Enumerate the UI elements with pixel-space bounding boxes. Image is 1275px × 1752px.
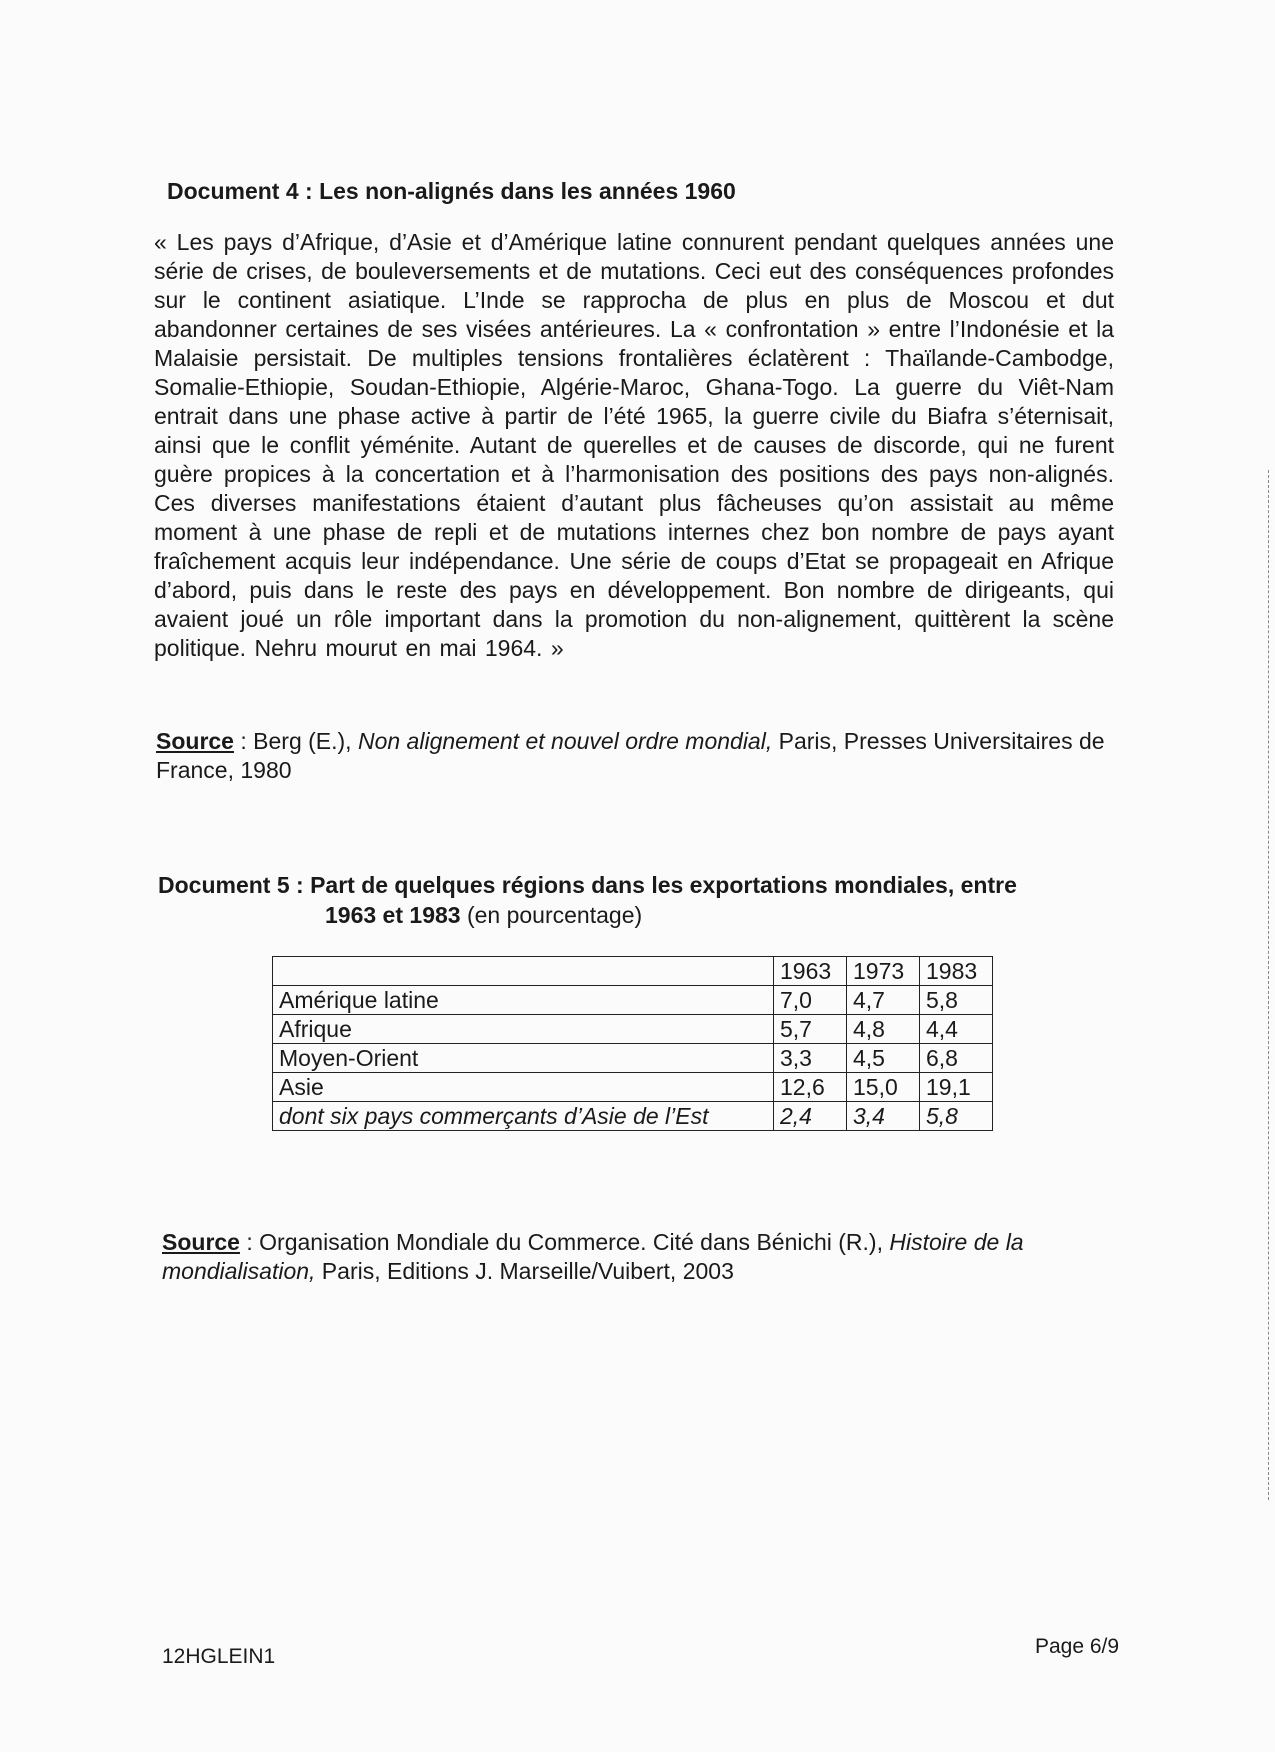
table-cell: dont six pays commerçants d’Asie de l’Est bbox=[273, 1102, 774, 1131]
source-prefix: : Berg (E.), bbox=[233, 728, 358, 754]
table-cell: Afrique bbox=[273, 1015, 774, 1044]
table-row bbox=[273, 986, 993, 1015]
scan-margin-line bbox=[1268, 470, 1269, 1500]
document4-quote: « Les pays d’Afrique, d’Asie et d’Amérique latine connurent pendant quelques années une série de crises, de bouleversements et de mutations. Ceci eut des conséquences profondes sur le continent asiatique. L’Inde se rapprocha de plus en plus de Moscou et dut abandonner certaines de ses visées antérieures. La « confrontation » entre l’Indonésie et la Malaisie persistait. De multiples tensions frontalières éclatèrent : Thaïlande-Cambodge, Somalie-Ethiopie, Soudan-Ethiopie, Algérie-Maroc, Ghana-Togo. La guerre du Viêt-Nam entrait dans une phase active à partir de l’été 1965, la guerre civile du Biafra s’éternisait, ainsi que le conflit yéménite. Autant de querelles et de causes de discorde, qui ne furent guère propices à la concertation et à l’harmonisation des positions des pays non-alignés. Ces diverses manifestations étaient d’autant plus fâcheuses qu’on assistait au même moment à une phase de repli et de mutations internes chez bon nombre de pays ayant fraîchement acquis leur indépendance. Une série de coups d’Etat se propageait en Afrique d’abord, puis dans le reste des pays en développement. Bon nombre de dirigeants, qui avaient joué un rôle important dans la promotion du non-alignement, quittèrent la scène politique. Nehru mourut en mai 1964. » bbox=[154, 229, 1114, 661]
table-cell: 5,7 bbox=[774, 1015, 847, 1044]
table-cell: 6,8 bbox=[920, 1044, 993, 1073]
table-cell: Moyen-Orient bbox=[273, 1044, 774, 1073]
source-title: Non alignement et nouvel ordre mondial, bbox=[357, 728, 773, 754]
source-prefix: : Organisation Mondiale du Commerce. Cité dans Bénichi (R.), bbox=[239, 1229, 890, 1255]
document5-heading bbox=[158, 870, 1128, 930]
document4-heading: Document 4 : Les non-alignés dans les années 1960 bbox=[167, 178, 736, 204]
table-cell: 7,0 bbox=[774, 986, 847, 1015]
table-cell: 3,4 bbox=[847, 1102, 920, 1131]
table-cell: 2,4 bbox=[774, 1102, 847, 1131]
source-label: Source bbox=[156, 728, 234, 754]
exports-table bbox=[272, 956, 993, 1131]
table-cell: 4,5 bbox=[847, 1044, 920, 1073]
document5-heading-line1: Document 5 : Part de quelques régions dans les exportations mondiales, entre bbox=[158, 872, 1017, 898]
source-suffix: Paris, Presses Universitaires de France, 1980 bbox=[156, 728, 1105, 783]
table-row bbox=[273, 1073, 993, 1102]
table-header-cell: 1963 bbox=[774, 957, 847, 986]
table-header-cell bbox=[273, 957, 774, 986]
table-row bbox=[273, 1044, 993, 1073]
table-cell: 5,8 bbox=[920, 1102, 993, 1131]
table-cell: 15,0 bbox=[847, 1073, 920, 1102]
table-cell: 12,6 bbox=[774, 1073, 847, 1102]
document5-heading-years: 1963 et 1983 bbox=[325, 902, 461, 928]
table-cell: Amérique latine bbox=[273, 986, 774, 1015]
table-row bbox=[273, 1102, 993, 1131]
table-cell: 4,8 bbox=[847, 1015, 920, 1044]
source-label: Source bbox=[162, 1229, 240, 1255]
table-cell: Asie bbox=[273, 1073, 774, 1102]
table-cell: 5,8 bbox=[920, 986, 993, 1015]
document5-source bbox=[162, 1228, 1122, 1286]
table-row bbox=[273, 1015, 993, 1044]
table-cell: 19,1 bbox=[920, 1073, 993, 1102]
table-cell: 4,7 bbox=[847, 986, 920, 1015]
document5-heading-unit: (en pourcentage) bbox=[460, 902, 643, 928]
table-cell: 4,4 bbox=[920, 1015, 993, 1044]
table-header-cell: 1983 bbox=[920, 957, 993, 986]
source-title: Histoire de la mondialisation, bbox=[162, 1229, 1024, 1284]
document4-source bbox=[156, 727, 1116, 785]
source-suffix: Paris, Editions J. Marseille/Vuibert, 2003 bbox=[315, 1258, 734, 1284]
document5-heading-line2 bbox=[158, 900, 1128, 930]
footer-code: 12HGLEIN1 bbox=[162, 1645, 276, 1668]
table-header-row bbox=[273, 957, 993, 986]
footer-page-number: Page 6/9 bbox=[1035, 1635, 1120, 1658]
table-cell: 3,3 bbox=[774, 1044, 847, 1073]
table-header-cell: 1973 bbox=[847, 957, 920, 986]
